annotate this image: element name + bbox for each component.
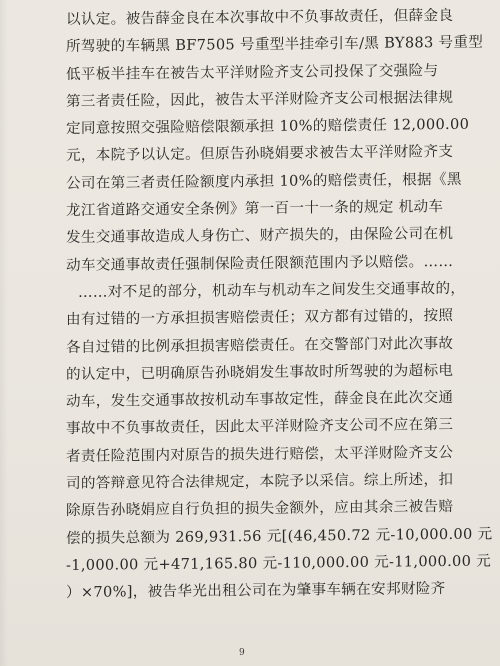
text-line: 公司在第三者责任险额度内承担 10%的赔偿责任，根据《黑 [66, 170, 462, 192]
judgment-text-body [66, 4, 493, 605]
text-line: 所驾驶的车辆黑 BF7505 号重型半挂牵引车/黑 BY883 号重型 [66, 33, 484, 56]
page-number: 9 [239, 648, 245, 658]
text-line: 低平板半挂车在被告太平洋财险齐支公司投保了交强险与 [66, 61, 439, 83]
text-line: 元，本院予以认定。但原告孙晓娟要求被告太平洋财险齐支 [66, 143, 454, 165]
text-line: 除原告孙晓娟应自行负担的损失金额外，应由其余三被告赔 [66, 498, 454, 520]
text-line: ……对不足的部分，机动车与机动车之间发生交通事故的， [78, 279, 466, 301]
text-line: 由有过错的一方承担损害赔偿责任；双方都有过错的，按照 [66, 307, 454, 329]
text-line: 第三者责任险，因此，被告太平洋财险齐支公司根据法律规 [66, 88, 454, 110]
page-edge-shadow [0, 0, 8, 666]
text-line: 偿的损失总额为 269,931.56 元[(46,450.72 元-10,000.00 元 [66, 525, 493, 547]
text-line: 者责任险范围内对原告的损失进行赔偿，太平洋财险齐支公 [66, 443, 454, 465]
text-line: 定同意按照交强险赔偿限额承担 10%的赔偿责任 12,000.00 [66, 115, 470, 138]
text-line: 事故中不负事故责任，因此太平洋财险齐支公司不应在第三 [66, 416, 454, 438]
text-line: 司的答辩意见符合法律规定，本院予以采信。综上所述，扣 [66, 470, 454, 493]
text-line: 动车交通事故责任强制保险责任限额范围内予以赔偿。…… [66, 252, 454, 274]
text-line: 龙江省道路交通安全条例》第一百一十一条的规定 机动车 [66, 198, 444, 220]
text-line: 各自过错的比例承担损害赔偿责任。在交警部门对此次事故 [66, 334, 454, 356]
text-line: 发生交通事故造成人身伤亡、财产损失的，由保险公司在机 [66, 225, 454, 247]
text-line: -1,000.00 元+471,165.80 元-110,000.00 元-11,000.00 元 [66, 552, 492, 574]
text-line: 动车，发生交通事故按机动车事故定性，薛金良在此次交通 [66, 389, 454, 411]
text-line: 的认定中，已明确原告孙晓娟发生事故时所驾驶的为超标电 [66, 361, 454, 383]
text-line: ）×70%]，被告华光出租公司在为肇事车辆在安邦财险齐 [66, 580, 446, 602]
text-line: 以认定。被告薛金良在本次事故中不负事故责任，但薛金良 [66, 6, 454, 28]
